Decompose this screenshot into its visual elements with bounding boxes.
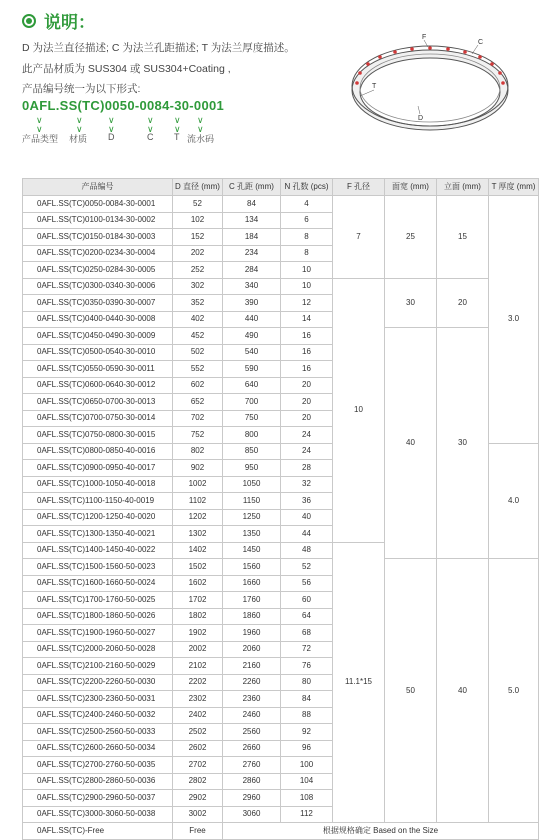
- code-format: 0AFL.SS(TC)0050-0084-30-0001: [22, 98, 225, 113]
- diameter-cell: 1302: [173, 526, 223, 543]
- diameter-cell: 1602: [173, 575, 223, 592]
- product-code-cell: 0AFL.SS(TC)0400-0440-30-0008: [23, 311, 173, 328]
- thickness-cell: 4.0: [489, 443, 539, 559]
- hole-pitch-cell: 134: [223, 212, 281, 229]
- chevron-down-icon: ∨ ∨: [174, 115, 181, 134]
- description-line-2: 此产品材质为 SUS304 或 SUS304+Coating ,: [22, 63, 231, 75]
- hole-count-cell: 104: [281, 773, 333, 790]
- hole-pitch-cell: 1350: [223, 526, 281, 543]
- hole-count-cell: 60: [281, 592, 333, 609]
- description-line-3: 产品编号统一为以下形式:: [22, 83, 141, 95]
- product-code-cell: 0AFL.SS(TC)0200-0234-30-0004: [23, 245, 173, 262]
- product-code-cell: 0AFL.SS(TC)2400-2460-50-0032: [23, 707, 173, 724]
- product-code-cell: 0AFL.SS(TC)2000-2060-50-0028: [23, 641, 173, 658]
- hole-count-cell: 40: [281, 509, 333, 526]
- table-row: [23, 559, 539, 576]
- diameter-cell: 502: [173, 344, 223, 361]
- hole-pitch-cell: 1050: [223, 476, 281, 493]
- diameter-cell: 2802: [173, 773, 223, 790]
- hole-pitch-cell: 440: [223, 311, 281, 328]
- diameter-cell: 402: [173, 311, 223, 328]
- product-code-cell: 0AFL.SS(TC)1000-1050-40-0018: [23, 476, 173, 493]
- hole-count-cell: 88: [281, 707, 333, 724]
- product-code-cell: 0AFL.SS(TC)0750-0800-30-0015: [23, 427, 173, 444]
- hole-count-cell: 20: [281, 410, 333, 427]
- product-code-cell: 0AFL.SS(TC)1500-1560-50-0023: [23, 559, 173, 576]
- hole-count-cell: 16: [281, 344, 333, 361]
- product-code-cell: 0AFL.SS(TC)0800-0850-40-0016: [23, 443, 173, 460]
- footer-code-cell: 0AFL.SS(TC)-Free: [23, 823, 173, 840]
- height-cell: 20: [437, 278, 489, 328]
- code-label-type: 产品类型: [22, 134, 59, 144]
- hole-diameter-cell: 7: [333, 196, 385, 279]
- diameter-cell: 2502: [173, 724, 223, 741]
- hole-pitch-cell: 800: [223, 427, 281, 444]
- diameter-cell: 152: [173, 229, 223, 246]
- face-width-cell: 30: [385, 278, 437, 328]
- product-code-cell: 0AFL.SS(TC)0300-0340-30-0006: [23, 278, 173, 295]
- hole-count-cell: 36: [281, 493, 333, 510]
- hole-count-cell: 24: [281, 443, 333, 460]
- diameter-cell: 2602: [173, 740, 223, 757]
- hole-count-cell: 52: [281, 559, 333, 576]
- hole-count-cell: 68: [281, 625, 333, 642]
- diameter-cell: 1902: [173, 625, 223, 642]
- hole-pitch-cell: 184: [223, 229, 281, 246]
- hole-pitch-cell: 84: [223, 196, 281, 213]
- diameter-cell: 252: [173, 262, 223, 279]
- diagram-label-c: C: [478, 39, 484, 46]
- product-code-cell: 0AFL.SS(TC)1800-1860-50-0026: [23, 608, 173, 625]
- diameter-cell: 2702: [173, 757, 223, 774]
- product-code-cell: 0AFL.SS(TC)1700-1760-50-0025: [23, 592, 173, 609]
- diameter-cell: 2002: [173, 641, 223, 658]
- diameter-cell: 2402: [173, 707, 223, 724]
- hole-pitch-cell: 340: [223, 278, 281, 295]
- diameter-cell: 802: [173, 443, 223, 460]
- diagram-label-f: F: [422, 34, 427, 41]
- hole-pitch-cell: 2960: [223, 790, 281, 807]
- hole-count-cell: 20: [281, 394, 333, 411]
- hole-diameter-cell: 10: [333, 278, 385, 542]
- hole-pitch-cell: 590: [223, 361, 281, 378]
- table-row: [23, 196, 539, 213]
- product-code-cell: 0AFL.SS(TC)2200-2260-50-0030: [23, 674, 173, 691]
- product-code-cell: 0AFL.SS(TC)2800-2860-50-0036: [23, 773, 173, 790]
- height-cell: 40: [437, 559, 489, 823]
- table-header-row: [23, 179, 539, 196]
- product-code-cell: 0AFL.SS(TC)0900-0950-40-0017: [23, 460, 173, 477]
- diameter-cell: 2302: [173, 691, 223, 708]
- hole-pitch-cell: 2660: [223, 740, 281, 757]
- hole-pitch-cell: 3060: [223, 806, 281, 823]
- diameter-cell: 702: [173, 410, 223, 427]
- hole-count-cell: 24: [281, 427, 333, 444]
- code-label-d: D: [108, 132, 115, 142]
- hole-count-cell: 14: [281, 311, 333, 328]
- hole-count-cell: 64: [281, 608, 333, 625]
- hole-count-cell: 28: [281, 460, 333, 477]
- column-header: 产品编号: [23, 179, 173, 196]
- product-code-cell: 0AFL.SS(TC)0100-0134-30-0002: [23, 212, 173, 229]
- flange-ring-diagram: [340, 28, 520, 138]
- diameter-cell: 1402: [173, 542, 223, 559]
- section-header: [22, 8, 95, 33]
- chevron-down-icon: ∨ ∨: [36, 115, 43, 134]
- footer-diameter-cell: Free: [173, 823, 223, 840]
- face-width-cell: 25: [385, 196, 437, 279]
- product-code-cell: 0AFL.SS(TC)0650-0700-30-0013: [23, 394, 173, 411]
- product-code-cell: 0AFL.SS(TC)1200-1250-40-0020: [23, 509, 173, 526]
- hole-pitch-cell: 700: [223, 394, 281, 411]
- product-code-cell: 0AFL.SS(TC)2600-2660-50-0034: [23, 740, 173, 757]
- diameter-cell: 1802: [173, 608, 223, 625]
- hole-pitch-cell: 284: [223, 262, 281, 279]
- bullet-circle-icon: [22, 14, 36, 28]
- diameter-cell: 2902: [173, 790, 223, 807]
- height-cell: 15: [437, 196, 489, 279]
- footer-note-cell: 根据规格确定 Based on the Size: [223, 823, 539, 840]
- code-label-t: T: [174, 132, 180, 142]
- column-header: C 孔距 (mm): [223, 179, 281, 196]
- diameter-cell: 552: [173, 361, 223, 378]
- diameter-cell: 2102: [173, 658, 223, 675]
- product-code-cell: 0AFL.SS(TC)0350-0390-30-0007: [23, 295, 173, 312]
- column-header: 面宽 (mm): [385, 179, 437, 196]
- diameter-cell: 202: [173, 245, 223, 262]
- hole-count-cell: 10: [281, 262, 333, 279]
- product-code-cell: 0AFL.SS(TC)2300-2360-50-0031: [23, 691, 173, 708]
- hole-count-cell: 112: [281, 806, 333, 823]
- table-row: [23, 328, 539, 345]
- hole-pitch-cell: 1450: [223, 542, 281, 559]
- code-label-c: C: [147, 132, 154, 142]
- chevron-down-icon: ∨ ∨: [76, 115, 83, 134]
- hole-count-cell: 8: [281, 229, 333, 246]
- height-cell: 30: [437, 328, 489, 559]
- description-line-1: D 为法兰直径描述; C 为法兰孔距描述; T 为法兰厚度描述。: [22, 42, 295, 54]
- hole-pitch-cell: 2560: [223, 724, 281, 741]
- hole-pitch-cell: 540: [223, 344, 281, 361]
- hole-count-cell: 32: [281, 476, 333, 493]
- hole-pitch-cell: 1860: [223, 608, 281, 625]
- hole-pitch-cell: 1660: [223, 575, 281, 592]
- hole-count-cell: 4: [281, 196, 333, 213]
- product-code-cell: 0AFL.SS(TC)0050-0084-30-0001: [23, 196, 173, 213]
- hole-pitch-cell: 2160: [223, 658, 281, 675]
- diameter-cell: 1202: [173, 509, 223, 526]
- diameter-cell: 352: [173, 295, 223, 312]
- column-header: N 孔数 (pcs): [281, 179, 333, 196]
- diameter-cell: 3002: [173, 806, 223, 823]
- hole-pitch-cell: 1760: [223, 592, 281, 609]
- diameter-cell: 652: [173, 394, 223, 411]
- hole-pitch-cell: 2360: [223, 691, 281, 708]
- diagram-label-t: T: [372, 83, 377, 90]
- spec-table: [22, 178, 539, 840]
- diameter-cell: 452: [173, 328, 223, 345]
- diameter-cell: 602: [173, 377, 223, 394]
- column-header: 立面 (mm): [437, 179, 489, 196]
- hole-count-cell: 44: [281, 526, 333, 543]
- hole-pitch-cell: 1250: [223, 509, 281, 526]
- diameter-cell: 902: [173, 460, 223, 477]
- column-header: T 厚度 (mm): [489, 179, 539, 196]
- table-footer-row: [23, 823, 539, 840]
- hole-pitch-cell: 850: [223, 443, 281, 460]
- diagram-label-d: D: [418, 115, 424, 122]
- code-label-material: 材质: [69, 134, 88, 144]
- hole-pitch-cell: 2060: [223, 641, 281, 658]
- product-code-cell: 0AFL.SS(TC)1600-1660-50-0024: [23, 575, 173, 592]
- face-width-cell: 40: [385, 328, 437, 559]
- hole-pitch-cell: 750: [223, 410, 281, 427]
- hole-pitch-cell: 1150: [223, 493, 281, 510]
- hole-count-cell: 100: [281, 757, 333, 774]
- column-header: D 直径 (mm): [173, 179, 223, 196]
- product-code-cell: 0AFL.SS(TC)0550-0590-30-0011: [23, 361, 173, 378]
- product-code-cell: 0AFL.SS(TC)0500-0540-30-0010: [23, 344, 173, 361]
- diameter-cell: 1002: [173, 476, 223, 493]
- table-row: [23, 278, 539, 295]
- face-width-cell: 50: [385, 559, 437, 823]
- product-code-cell: 0AFL.SS(TC)1300-1350-40-0021: [23, 526, 173, 543]
- hole-count-cell: 80: [281, 674, 333, 691]
- product-code-cell: 0AFL.SS(TC)3000-3060-50-0038: [23, 806, 173, 823]
- hole-pitch-cell: 2760: [223, 757, 281, 774]
- hole-pitch-cell: 1560: [223, 559, 281, 576]
- hole-count-cell: 8: [281, 245, 333, 262]
- hole-pitch-cell: 2860: [223, 773, 281, 790]
- product-code-cell: 0AFL.SS(TC)0150-0184-30-0003: [23, 229, 173, 246]
- hole-pitch-cell: 390: [223, 295, 281, 312]
- diameter-cell: 1502: [173, 559, 223, 576]
- hole-count-cell: 96: [281, 740, 333, 757]
- hole-pitch-cell: 2460: [223, 707, 281, 724]
- product-code-cell: 0AFL.SS(TC)0250-0284-30-0005: [23, 262, 173, 279]
- hole-count-cell: 20: [281, 377, 333, 394]
- product-code-cell: 0AFL.SS(TC)0600-0640-30-0012: [23, 377, 173, 394]
- product-code-cell: 0AFL.SS(TC)2700-2760-50-0035: [23, 757, 173, 774]
- chevron-down-icon: ∨ ∨: [108, 115, 115, 134]
- diameter-cell: 1102: [173, 493, 223, 510]
- section-title: 说明：: [44, 13, 95, 32]
- hole-count-cell: 48: [281, 542, 333, 559]
- thickness-cell: 5.0: [489, 559, 539, 823]
- hole-count-cell: 108: [281, 790, 333, 807]
- hole-pitch-cell: 490: [223, 328, 281, 345]
- hole-count-cell: 56: [281, 575, 333, 592]
- diameter-cell: 52: [173, 196, 223, 213]
- code-label-serial: 流水码: [187, 134, 215, 144]
- hole-pitch-cell: 640: [223, 377, 281, 394]
- product-code-cell: 0AFL.SS(TC)1900-1960-50-0027: [23, 625, 173, 642]
- product-code-cell: 0AFL.SS(TC)2100-2160-50-0029: [23, 658, 173, 675]
- chevron-down-icon: ∨ ∨: [197, 115, 204, 134]
- product-code-cell: 0AFL.SS(TC)2900-2960-50-0037: [23, 790, 173, 807]
- product-code-cell: 0AFL.SS(TC)0450-0490-30-0009: [23, 328, 173, 345]
- diameter-cell: 2202: [173, 674, 223, 691]
- hole-count-cell: 72: [281, 641, 333, 658]
- hole-count-cell: 16: [281, 328, 333, 345]
- hole-count-cell: 6: [281, 212, 333, 229]
- diameter-cell: 302: [173, 278, 223, 295]
- product-code-cell: 0AFL.SS(TC)1100-1150-40-0019: [23, 493, 173, 510]
- hole-pitch-cell: 2260: [223, 674, 281, 691]
- chevron-down-icon: ∨ ∨: [147, 115, 154, 134]
- hole-pitch-cell: 1960: [223, 625, 281, 642]
- hole-count-cell: 76: [281, 658, 333, 675]
- product-code-cell: 0AFL.SS(TC)1400-1450-40-0022: [23, 542, 173, 559]
- hole-pitch-cell: 234: [223, 245, 281, 262]
- diameter-cell: 102: [173, 212, 223, 229]
- diameter-cell: 752: [173, 427, 223, 444]
- hole-count-cell: 12: [281, 295, 333, 312]
- hole-count-cell: 16: [281, 361, 333, 378]
- hole-diameter-cell: 11.1*15: [333, 542, 385, 823]
- product-code-cell: 0AFL.SS(TC)2500-2560-50-0033: [23, 724, 173, 741]
- diameter-cell: 1702: [173, 592, 223, 609]
- column-header: F 孔径: [333, 179, 385, 196]
- hole-count-cell: 84: [281, 691, 333, 708]
- product-code-cell: 0AFL.SS(TC)0700-0750-30-0014: [23, 410, 173, 427]
- hole-count-cell: 92: [281, 724, 333, 741]
- hole-pitch-cell: 950: [223, 460, 281, 477]
- thickness-cell: 3.0: [489, 196, 539, 444]
- hole-count-cell: 10: [281, 278, 333, 295]
